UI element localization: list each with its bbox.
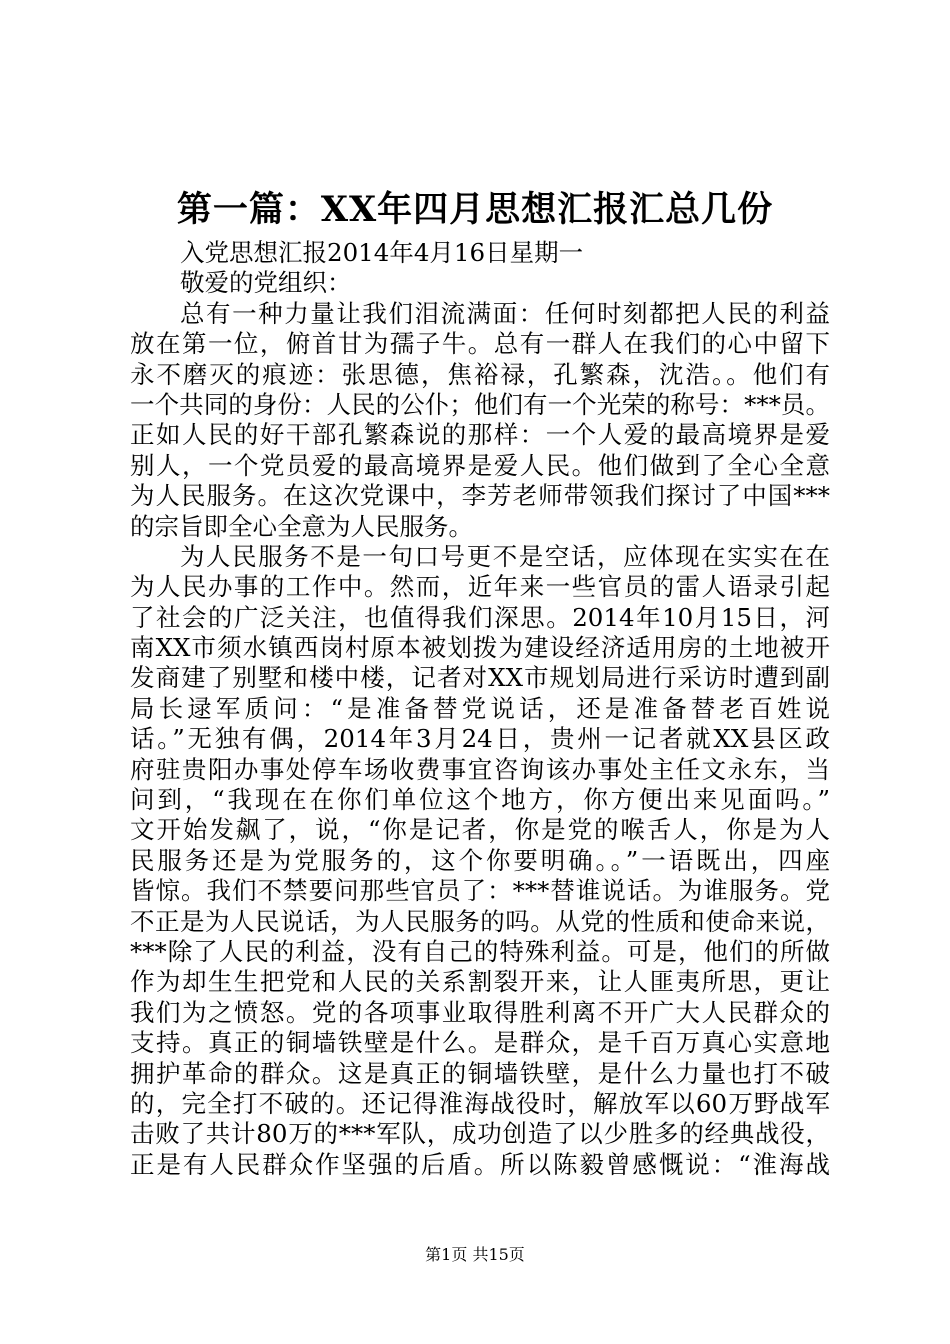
body-line: 支持。真正的铜墙铁壁是什么。是群众，是千百万真心实意地 [130,1028,830,1058]
body-line: 为人民办事的工作中。然而，近年来一些官员的雷人语录引起 [130,572,830,602]
body-line: 皆惊。我们不禁要问那些官员了：***替谁说话。为谁服务。党 [130,876,830,906]
body-line: 击败了共计80万的***军队，成功创造了以少胜多的经典战役， [130,1119,830,1149]
body-line: 了社会的广泛关注，也值得我们深思。2014年10月15日，河 [130,602,830,632]
document-title: 第一篇：XX年四月思想汇报汇总几份 [176,189,774,230]
body-line: 放在第一位，俯首甘为孺子牛。总有一群人在我们的心中留下 [130,329,830,359]
body-line: 文开始发飙了，说，“你是记者，你是党的喉舌人，你是为人 [130,815,830,845]
body-line: 不正是为人民说话，为人民服务的吗。从党的性质和使命来说， [130,906,830,936]
body-line: 为人民服务。在这次党课中，李芳老师带领我们探讨了中国*** [130,481,830,511]
body-line: 总有一种力量让我们泪流满面：任何时刻都把人民的利益 [180,298,830,328]
body-line: 局长逯军质问：“是准备替党说话，还是准备替老百姓说 [130,693,830,723]
body-line: 作为却生生把党和人民的关系割裂开来，让人匪夷所思，更让 [130,967,830,997]
body-line: 拥护革命的群众。这是真正的铜墙铁壁，是什么力量也打不破 [130,1058,830,1088]
body-line: 敬爱的党组织： [180,268,352,298]
body-line: 我们为之愤怒。党的各项事业取得胜利离不开广大人民群众的 [130,997,830,1027]
body-line: 民服务还是为党服务的，这个你要明确。。”一语既出，四座 [130,845,830,875]
body-line: 一个共同的身份：人民的公仆；他们有一个光荣的称号：***员。 [130,389,830,419]
body-line: ***除了人民的利益，没有自己的特殊利益。可是，他们的所做 [130,936,830,966]
body-line: 永不磨灭的痕迹：张思德，焦裕禄，孔繁森，沈浩。。他们有 [130,359,830,389]
page-footer: 第1页 共15页 [425,1245,525,1264]
body-line: 的，完全打不破的。还记得淮海战役时，解放军以60万野战军 [130,1088,830,1118]
body-line: 正是有人民群众作坚强的后盾。所以陈毅曾感慨说：“淮海战 [130,1149,830,1179]
body-line: 的宗旨即全心全意为人民服务。 [130,511,473,541]
body-line: 发商建了别墅和楼中楼，记者对XX市规划局进行采访时遭到副 [130,663,830,693]
body-line: 正如人民的好干部孔繁森说的那样：一个人爱的最高境界是爱 [130,420,830,450]
body-line: 别人，一个党员爱的最高境界是爱人民。他们做到了全心全意 [130,450,830,480]
document-body [130,238,830,1180]
body-line: 为人民服务不是一句口号更不是空话，应体现在实实在在 [180,541,830,571]
body-line: 问到，“我现在在你们单位这个地方，你方便出来见面吗。” [130,785,830,815]
body-line: 南XX市须水镇西岗村原本被划拨为建设经济适用房的土地被开 [130,633,830,663]
body-line: 府驻贵阳办事处停车场收费事宜咨询该办事处主任文永东，当 [130,754,830,784]
body-line: 入党思想汇报2014年4月16日星期一 [180,238,584,267]
body-line: 话。”无独有偶，2014年3月24日，贵州一记者就XX县区政 [130,724,830,754]
